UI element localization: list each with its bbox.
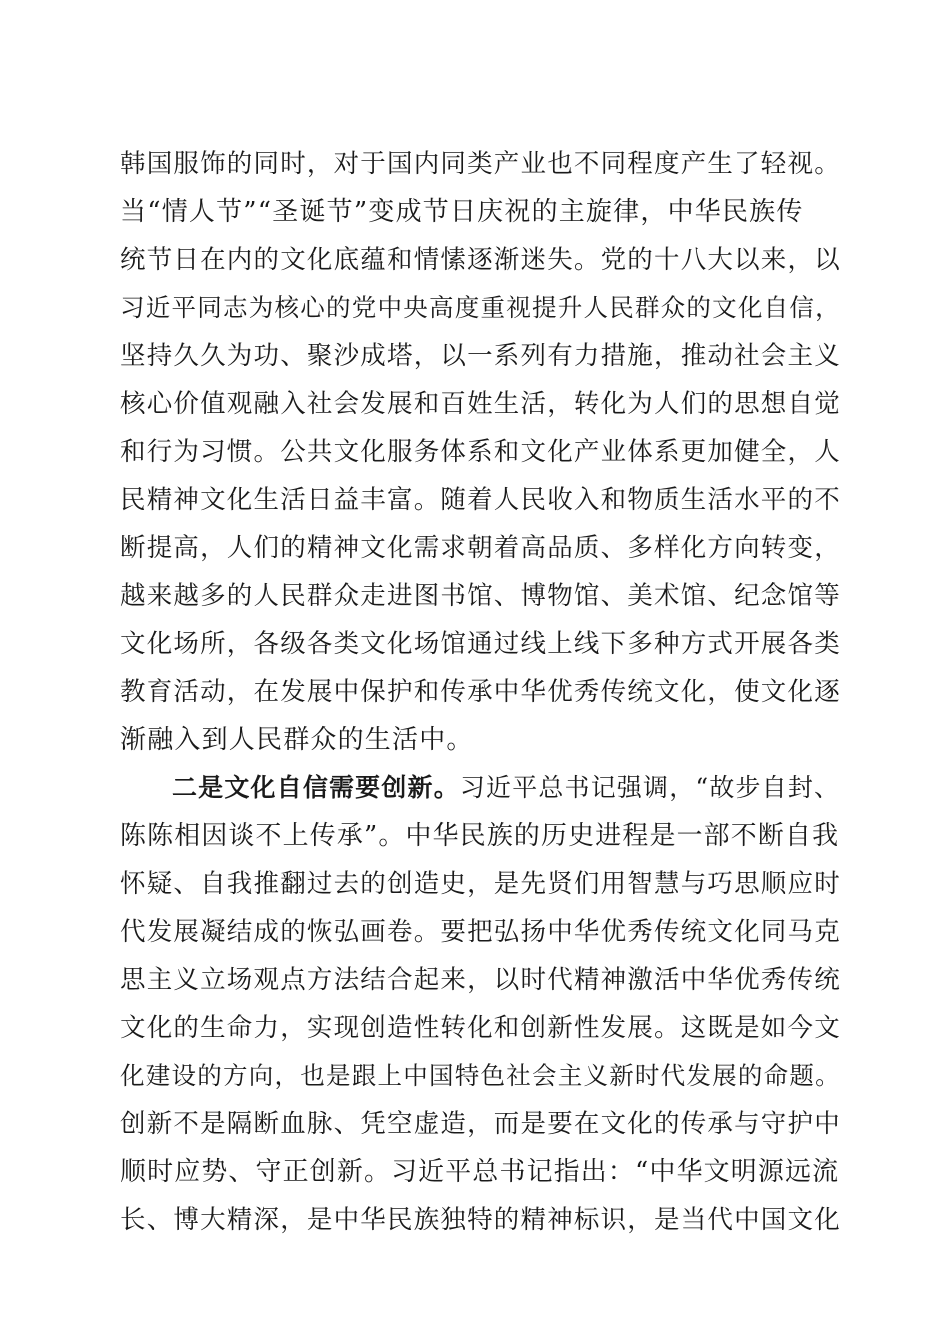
text-line: 化建设的方向，也是跟上中国特色社会主义新时代发展的命题。 [120, 1061, 841, 1090]
text-line: 思主义立场观点方法结合起来，以时代精神激活中华优秀传统 [120, 965, 841, 995]
text-line: 坚持久久为功、聚沙成塔，以一系列有力措施，推动社会主义 [120, 341, 841, 371]
text-line: 断提高，人们的精神文化需求朝着高品质、多样化方向转变， [120, 533, 841, 563]
text-line: 怀疑、自我推翻过去的创造史，是先贤们用智慧与巧思顺应时 [120, 869, 841, 899]
text-line: 和行为习惯。公共文化服务体系和文化产业体系更加健全，人 [120, 437, 841, 467]
text-line: 当“情人节”“圣诞节”变成节日庆祝的主旋律，中华民族传 [120, 197, 804, 227]
text-line: 长、博大精深，是中华民族独特的精神标识，是当代中国文化 [120, 1205, 841, 1235]
text-line: 越来越多的人民群众走进图书馆、博物馆、美术馆、纪念馆等 [120, 581, 841, 611]
paragraph-2-first-text: 习近平总书记强调，“故步自封、 [459, 773, 841, 802]
text-line: 习近平同志为核心的党中央高度重视提升人民群众的文化自信， [120, 293, 841, 322]
text-line: 民精神文化生活日益丰富。随着人民收入和物质生活水平的不 [120, 485, 841, 515]
paragraph-2-first-line [172, 771, 840, 805]
text-line: 韩国服饰的同时，对于国内同类产业也不同程度产生了轻视。 [120, 149, 841, 179]
text-line: 创新不是隔断血脉、凭空虚造，而是要在文化的传承与守护中 [120, 1109, 841, 1139]
text-line: 陈陈相因谈不上传承”。中华民族的历史进程是一部不断自我 [120, 821, 840, 851]
text-line: 文化场所，各级各类文化场馆通过线上线下多种方式开展各类 [120, 629, 841, 659]
text-line: 核心价值观融入社会发展和百姓生活，转化为人们的思想自觉 [120, 389, 841, 419]
text-line: 代发展凝结成的恢弘画卷。要把弘扬中华优秀传统文化同马克 [120, 917, 841, 947]
text-line: 顺时应势、守正创新。习近平总书记指出：“中华文明源远流 [120, 1157, 840, 1187]
text-line: 统节日在内的文化底蕴和情愫逐渐迷失。党的十八大以来，以 [120, 245, 841, 275]
text-line: 渐融入到人民群众的生活中。 [120, 725, 474, 755]
text-line: 文化的生命力，实现创造性转化和创新性发展。这既是如今文 [120, 1013, 841, 1043]
text-line: 教育活动，在发展中保护和传承中华优秀传统文化，使文化逐 [120, 677, 841, 707]
paragraph-2-heading: 二是文化自信需要创新。 [172, 773, 460, 802]
